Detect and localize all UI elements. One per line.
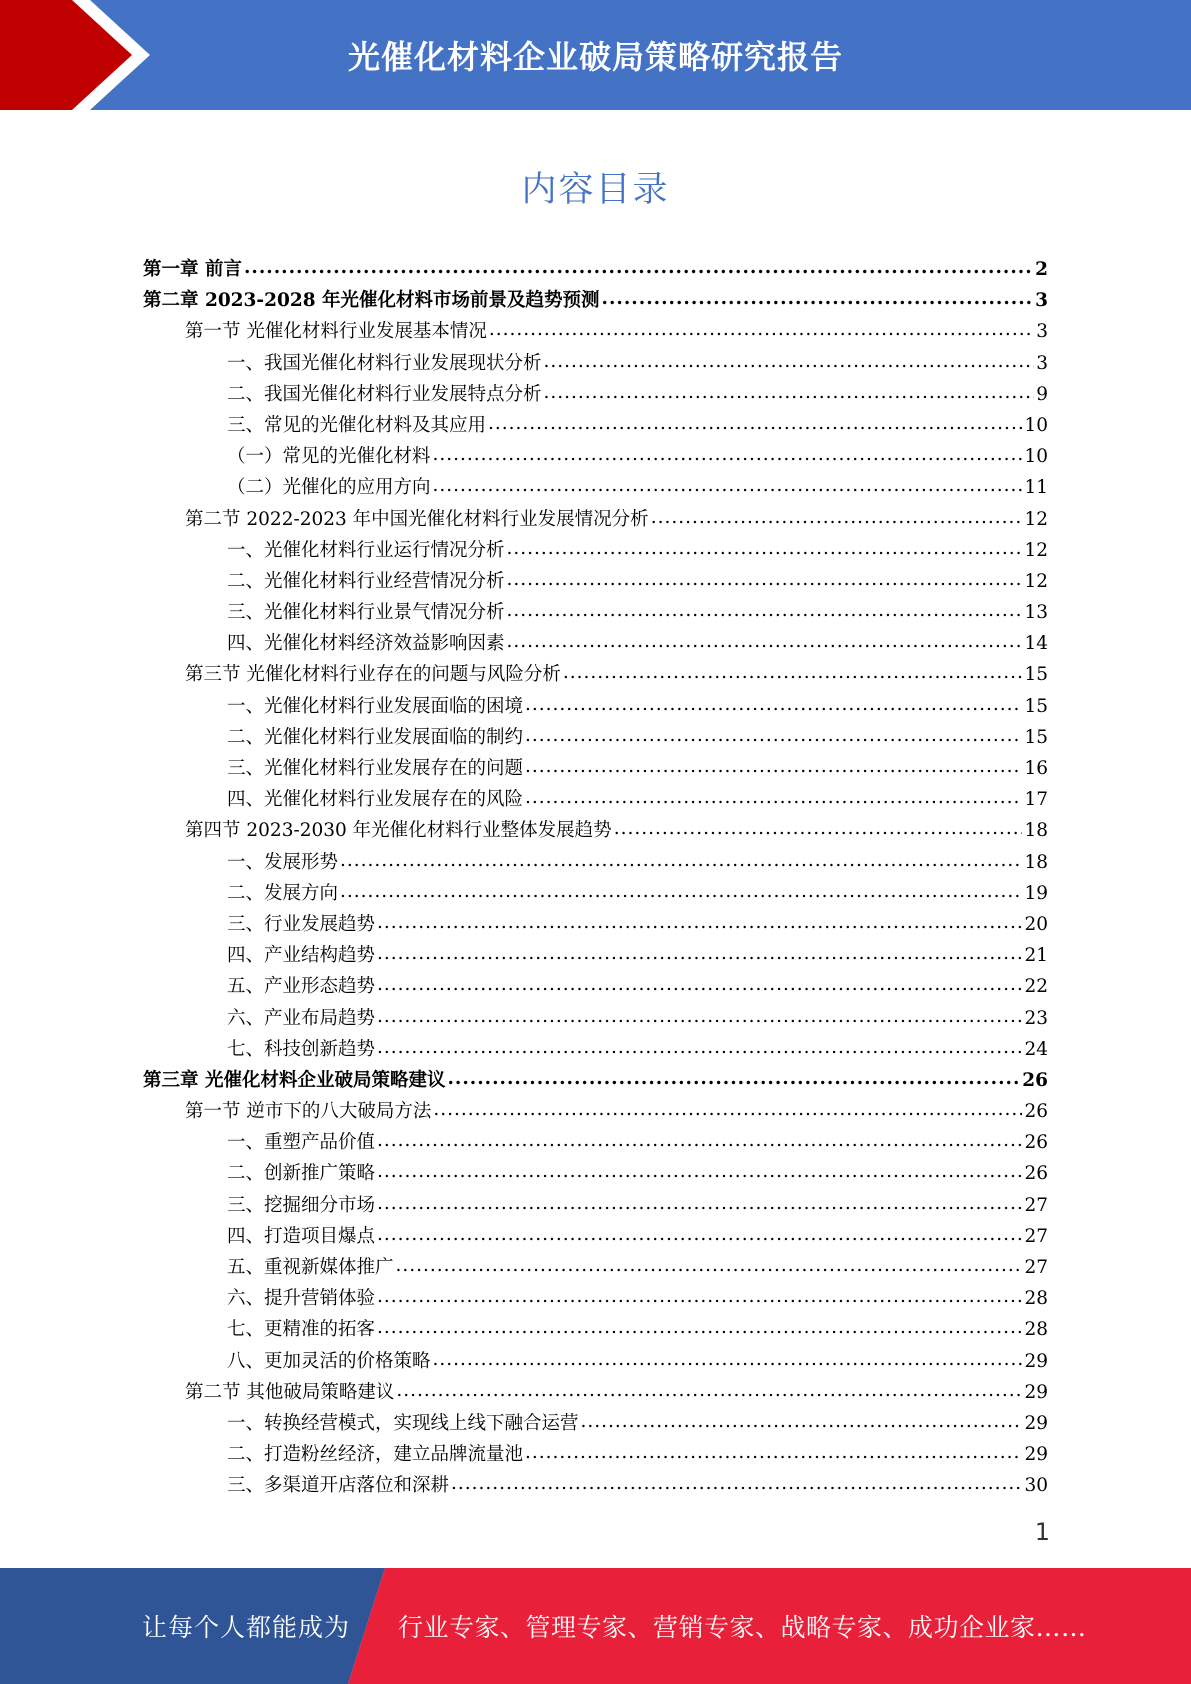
toc-entry-item[interactable] [143, 691, 1048, 722]
toc-leader-dots [651, 502, 1023, 533]
toc-leader-dots [377, 938, 1022, 969]
toc-entry-page: 18 [1024, 820, 1048, 842]
toc-entry-text: 三、挖掘细分市场 [227, 1194, 376, 1216]
toc-entry-text: 四、光催化材料行业发展存在的风险 [227, 789, 524, 811]
toc-entry-page: 13 [1024, 602, 1048, 624]
toc-entry-text: 一、发展形势 [227, 851, 339, 873]
toc-entry-page: 22 [1024, 976, 1048, 998]
toc-entry-text: 四、产业结构趋势 [227, 945, 376, 967]
toc-entry-text: 六、提升营销体验 [227, 1288, 376, 1310]
toc-entry-item[interactable] [143, 1034, 1048, 1065]
toc-entry-page: 18 [1024, 851, 1048, 873]
toc-leader-dots [377, 1188, 1022, 1219]
toc-entry-page: 14 [1024, 633, 1048, 655]
toc-entry-page: 29 [1024, 1350, 1048, 1372]
toc-entry-item[interactable] [143, 847, 1048, 878]
toc-entry-text: 一、重塑产品价值 [227, 1132, 376, 1154]
toc-leader-dots [377, 907, 1022, 938]
toc-entry-text: 一、光催化材料行业运行情况分析 [227, 539, 505, 561]
toc-entry-item[interactable] [143, 1158, 1048, 1189]
toc-leader-dots [544, 346, 1035, 377]
toc-entry-text: 一、光催化材料行业发展面临的困境 [227, 695, 524, 717]
toc-leader-dots [525, 782, 1022, 813]
toc-entry-item[interactable] [143, 1439, 1048, 1470]
toc-entry-item[interactable] [143, 1470, 1048, 1501]
toc-leader-dots [433, 439, 1023, 470]
toc-entry-item[interactable] [143, 1346, 1048, 1377]
toc-entry-text: 第一节 逆市下的八大破局方法 [185, 1101, 432, 1123]
toc-entry-chapter[interactable] [143, 1065, 1048, 1096]
toc-entry-text: 三、常见的光催化材料及其应用 [227, 414, 487, 436]
toc-entry-page: 17 [1024, 789, 1048, 811]
toc-entry-page: 21 [1024, 945, 1048, 967]
toc-entry-text: 二、发展方向 [227, 882, 339, 904]
toc-leader-dots [489, 314, 1034, 345]
toc-entry-page: 27 [1024, 1257, 1048, 1278]
toc-entry-page: 11 [1024, 477, 1048, 499]
toc-entry-item[interactable] [143, 1003, 1048, 1034]
red-arrow-icon [0, 0, 150, 110]
toc-leader-dots [433, 1344, 1023, 1375]
toc-leader-dots [614, 813, 1023, 844]
toc-entry-page: 27 [1024, 1225, 1048, 1247]
toc-leader-dots [563, 657, 1023, 688]
toc-entry-text: 四、打造项目爆点 [227, 1225, 376, 1247]
toc-leader-dots [507, 564, 1023, 595]
toc-leader-dots [602, 283, 1034, 314]
toc-entry-page: 10 [1024, 414, 1048, 436]
toc-leader-dots [433, 470, 1023, 501]
toc-entry-page: 20 [1024, 913, 1048, 935]
toc-leader-dots [396, 1250, 1023, 1281]
toc-entry-page: 27 [1024, 1194, 1048, 1216]
toc-entry-page: 29 [1024, 1412, 1048, 1434]
toc-leader-dots [340, 845, 1022, 876]
toc-entry-page: 15 [1024, 664, 1048, 686]
toc-entry-page: 30 [1024, 1475, 1048, 1497]
toc-entry-item[interactable] [143, 1127, 1048, 1158]
toc-entry-item[interactable] [143, 1221, 1048, 1252]
toc-entry-page: 28 [1024, 1319, 1048, 1341]
toc-entry-page: 2 [1035, 259, 1048, 280]
toc-entry-section[interactable] [143, 659, 1048, 690]
toc-leader-dots [507, 533, 1023, 564]
toc-entry-text: （二）光催化的应用方向 [227, 477, 431, 499]
toc-entry-text: 第三章 光催化材料企业破局策略建议 [143, 1069, 446, 1091]
toc-entry-text: 二、光催化材料行业经营情况分析 [227, 570, 505, 592]
toc-leader-dots [340, 876, 1022, 907]
toc-leader-dots [447, 1063, 1020, 1094]
toc-leader-dots [451, 1468, 1022, 1499]
toc-entry-text: 五、产业形态趋势 [227, 976, 376, 998]
toc-entry-item[interactable] [143, 1408, 1048, 1439]
toc-entry-text: 第一节 光催化材料行业发展基本情况 [185, 321, 487, 343]
toc-leader-dots [544, 377, 1035, 408]
toc-entry-text: 三、行业发展趋势 [227, 913, 376, 935]
toc-leader-dots [507, 595, 1023, 626]
footer-banner [0, 1568, 1191, 1684]
toc-entry-text: 第二节 2022-2023 年中国光催化材料行业发展情况分析 [185, 508, 649, 530]
toc-leader-dots [377, 1219, 1022, 1250]
toc-leader-dots [488, 408, 1022, 439]
toc-entry-page: 19 [1024, 882, 1048, 904]
toc-entry-page: 29 [1024, 1381, 1048, 1403]
toc-entry-text: 六、产业布局趋势 [227, 1007, 376, 1029]
toc-leader-dots [377, 969, 1022, 1000]
toc-entry-text: 二、打造粉丝经济，建立品牌流量池 [227, 1444, 524, 1466]
toc-leader-dots [525, 751, 1022, 782]
toc-entry-page: 26 [1024, 1132, 1048, 1154]
toc-entry-item[interactable] [143, 753, 1048, 784]
toc-entry-item[interactable] [143, 1190, 1048, 1221]
toc-entry-page: 9 [1036, 383, 1048, 405]
toc-entry-page: 3 [1036, 352, 1048, 374]
toc-leader-dots [525, 1437, 1022, 1468]
toc-entry-page: 29 [1024, 1444, 1048, 1466]
toc-entry-text: 四、光催化材料经济效益影响因素 [227, 633, 505, 655]
toc-leader-dots [525, 689, 1022, 720]
toc-entry-section[interactable] [143, 316, 1048, 347]
toc-leader-dots [525, 720, 1022, 751]
toc-entry-item[interactable] [143, 784, 1048, 815]
toc-entry-page: 28 [1024, 1288, 1048, 1310]
toc-entry-page: 16 [1024, 758, 1048, 779]
toc-entry-text: 三、光催化材料行业发展存在的问题 [227, 758, 524, 779]
toc-entry-item[interactable] [143, 722, 1048, 753]
toc-entry-text: 五、重视新媒体推广 [227, 1257, 394, 1278]
toc-entry-text: 第二节 其他破局策略建议 [185, 1381, 395, 1403]
toc-entry-text: 七、更精准的拓客 [227, 1319, 376, 1341]
toc-leader-dots [377, 1312, 1022, 1343]
toc-entry-item[interactable] [143, 1283, 1048, 1314]
toc-entry-page: 12 [1024, 539, 1048, 561]
toc-entry-text: 一、我国光催化材料行业发展现状分析 [227, 352, 542, 374]
report-title: 光催化材料企业破局策略研究报告 [347, 38, 843, 76]
toc-leader-dots [377, 1156, 1022, 1187]
toc-entry-section[interactable] [143, 1377, 1048, 1408]
toc-leader-dots [581, 1406, 1023, 1437]
toc-entry-item[interactable] [143, 1252, 1048, 1283]
toc-entry-section[interactable] [143, 815, 1048, 846]
toc-entry-text: （一）常见的光催化材料 [227, 446, 431, 468]
toc-entry-page: 15 [1024, 726, 1048, 748]
toc-entry-page: 15 [1024, 695, 1048, 717]
toc-leader-dots [377, 1001, 1022, 1032]
toc-leader-dots [377, 1125, 1022, 1156]
toc-entry-section[interactable] [143, 504, 1048, 535]
toc-entry-text: 八、更加灵活的价格策略 [227, 1350, 431, 1372]
toc-entry-item[interactable] [143, 909, 1048, 940]
footer-slogan: 让每个人都能成为 [142, 1613, 351, 1642]
toc-entry-item[interactable] [143, 940, 1048, 971]
toc-entry-item[interactable] [143, 348, 1048, 379]
toc-entry-text: 第三节 光催化材料行业存在的问题与风险分析 [185, 664, 561, 686]
toc-entry-text: 第一章 前言 [143, 259, 242, 280]
toc-entry-item[interactable] [143, 379, 1048, 410]
toc-entry-text: 二、我国光催化材料行业发展特点分析 [227, 383, 542, 405]
toc-entry-item[interactable] [143, 878, 1048, 909]
table-of-contents [143, 254, 1048, 1502]
toc-entry-page: 26 [1022, 1069, 1048, 1091]
toc-entry-chapter[interactable] [143, 254, 1048, 285]
toc-entry-item[interactable] [143, 597, 1048, 628]
toc-entry-page: 3 [1036, 321, 1048, 343]
toc-leader-dots [433, 1094, 1022, 1125]
toc-entry-text: 七、科技创新趋势 [227, 1038, 376, 1060]
toc-entry-page: 3 [1035, 290, 1048, 312]
toc-entry-item[interactable] [143, 971, 1048, 1002]
toc-entry-item[interactable] [143, 628, 1048, 659]
toc-entry-page: 26 [1024, 1101, 1048, 1123]
toc-leader-dots [396, 1375, 1022, 1406]
toc-entry-text: 第四节 2023-2030 年光催化材料行业整体发展趋势 [185, 820, 612, 842]
toc-entry-section[interactable] [143, 1096, 1048, 1127]
toc-entry-text: 二、创新推广策略 [227, 1163, 376, 1185]
toc-leader-dots [377, 1281, 1022, 1312]
toc-leader-dots [377, 1032, 1022, 1063]
toc-entry-page: 24 [1024, 1038, 1048, 1060]
toc-entry-page: 23 [1024, 1007, 1048, 1029]
toc-entry-text: 第二章 2023-2028 年光催化材料市场前景及趋势预测 [143, 290, 600, 312]
toc-entry-sub[interactable] [143, 441, 1048, 472]
toc-entry-item[interactable] [143, 1314, 1048, 1345]
toc-entry-text: 三、光催化材料行业景气情况分析 [227, 602, 505, 624]
toc-leader-dots [507, 626, 1023, 657]
toc-entry-page: 26 [1024, 1163, 1048, 1185]
footer-roles: 行业专家、管理专家、营销专家、战略专家、成功企业家…… [398, 1613, 1087, 1642]
toc-entry-item[interactable] [143, 535, 1048, 566]
toc-entry-page: 12 [1024, 570, 1048, 592]
toc-entry-text: 二、光催化材料行业发展面临的制约 [227, 726, 524, 748]
toc-entry-page: 12 [1024, 508, 1048, 530]
toc-entry-item[interactable] [143, 566, 1048, 597]
toc-leader-dots [244, 252, 1033, 283]
toc-entry-chapter[interactable] [143, 285, 1048, 316]
page-number: 1 [1034, 1518, 1050, 1546]
toc-entry-sub[interactable] [143, 472, 1048, 503]
toc-entry-item[interactable] [143, 410, 1048, 441]
toc-entry-text: 一、转换经营模式，实现线上线下融合运营 [227, 1412, 579, 1434]
toc-title: 内容目录 [521, 170, 670, 210]
toc-entry-text: 三、多渠道开店落位和深耕 [227, 1475, 450, 1497]
toc-entry-page: 10 [1024, 446, 1048, 468]
